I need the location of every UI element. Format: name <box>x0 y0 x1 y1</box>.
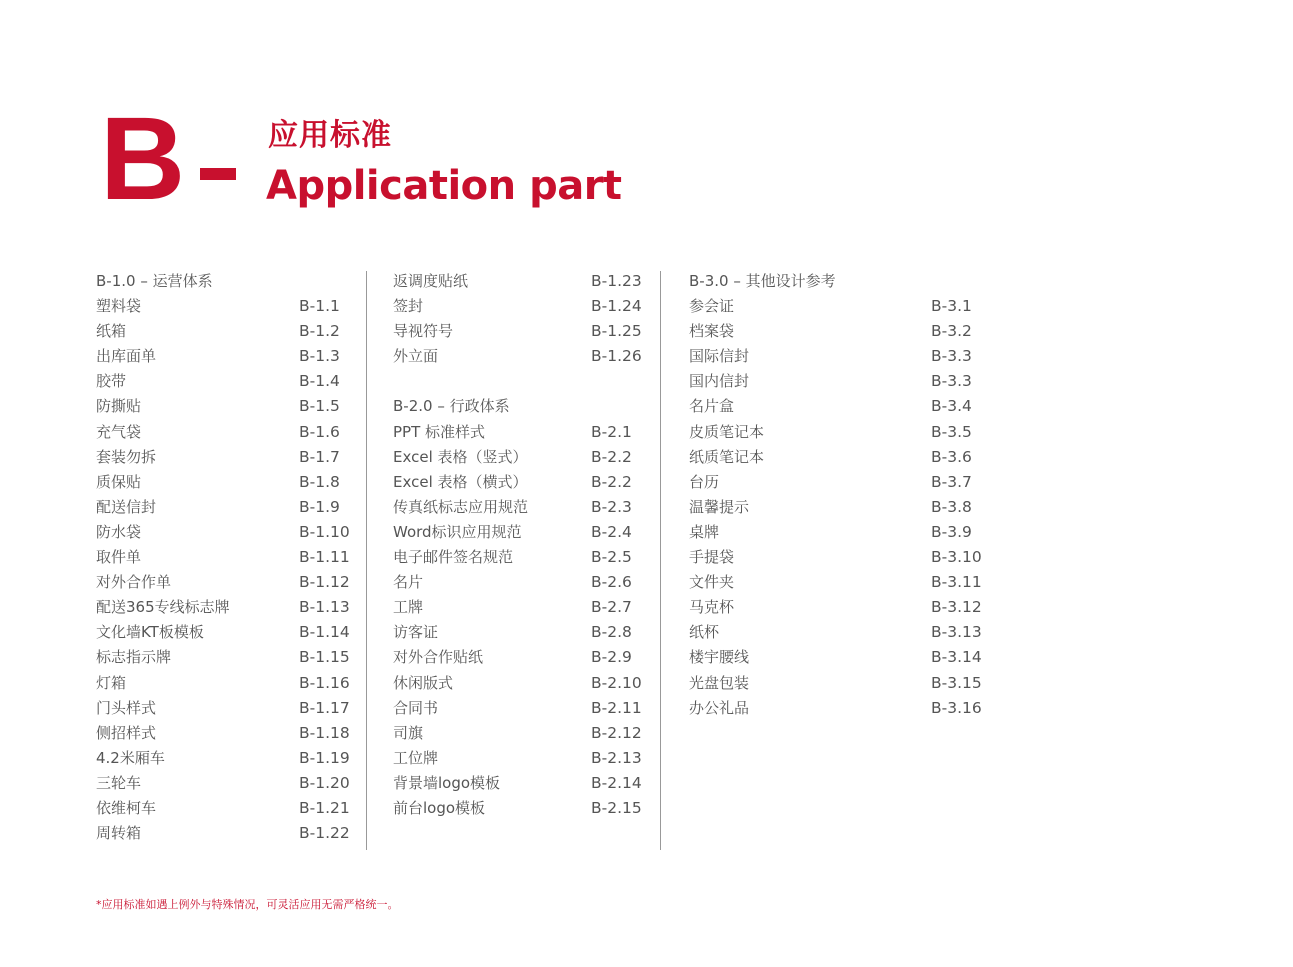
toc-row <box>96 420 356 445</box>
toc-row <box>393 470 653 495</box>
toc-item-code: B-2.14 <box>591 773 642 792</box>
toc-row <box>96 394 356 419</box>
toc-item-label: 4.2米厢车 <box>96 748 165 767</box>
toc-row <box>689 671 989 696</box>
toc-item-label: 对外合作单 <box>96 573 172 592</box>
toc-item-label: 皮质笔记本 <box>689 422 765 441</box>
toc-item-code: B-2.6 <box>591 573 632 592</box>
toc-row <box>689 696 989 721</box>
toc-item-label: 工位牌 <box>393 748 439 767</box>
toc-item-label: 导视符号 <box>393 322 454 341</box>
toc-item-label: Excel 表格（横式） <box>393 472 528 491</box>
toc-row <box>689 294 989 319</box>
toc-row <box>96 645 356 670</box>
toc-item-code: B-2.5 <box>591 548 632 567</box>
toc-item-label: 质保贴 <box>96 472 142 491</box>
toc-item-label: 名片盒 <box>689 397 735 416</box>
toc-item-code: B-3.5 <box>931 422 972 441</box>
toc-item-label: 台历 <box>689 472 720 491</box>
toc-item-label: 套装勿拆 <box>96 447 157 466</box>
toc-item-code: B-1.11 <box>299 548 350 567</box>
toc-item-code: B-2.9 <box>591 648 632 667</box>
toc-item-label: 国际信封 <box>689 347 750 366</box>
toc-item-label: 名片 <box>393 573 424 592</box>
toc-item-label: 胶带 <box>96 372 127 391</box>
toc-item-code: B-3.7 <box>931 472 972 491</box>
toc-item-code: B-3.8 <box>931 497 972 516</box>
toc-row <box>96 796 356 821</box>
toc-item-label: Word标识应用规范 <box>393 522 522 541</box>
toc-item-code: B-1.9 <box>299 497 340 516</box>
toc-item-label: 光盘包装 <box>689 673 750 692</box>
toc-row <box>393 570 653 595</box>
toc-item-label: 办公礼品 <box>689 698 750 717</box>
toc-item-code: B-1.6 <box>299 422 340 441</box>
toc-row <box>96 344 356 369</box>
toc-item-label: 取件单 <box>96 548 142 567</box>
toc-row <box>393 319 653 344</box>
toc-row <box>689 344 989 369</box>
section-letter: B <box>100 93 184 225</box>
toc-item-code: B-1.12 <box>299 573 350 592</box>
toc-item-code: B-1.10 <box>299 522 350 541</box>
toc-row <box>393 545 653 570</box>
toc-item-code: B-3.6 <box>931 447 972 466</box>
toc-item-label: 侧招样式 <box>96 723 157 742</box>
toc-row <box>96 470 356 495</box>
toc-row <box>96 620 356 645</box>
toc-item-code: B-3.3 <box>931 347 972 366</box>
toc-item-code: B-1.24 <box>591 297 642 316</box>
toc-item-code: B-1.26 <box>591 347 642 366</box>
toc-item-code: B-2.12 <box>591 723 642 742</box>
toc-item-label: 依维柯车 <box>96 798 157 817</box>
toc-item-label: 马克杯 <box>689 598 735 617</box>
toc-row <box>96 520 356 545</box>
toc-row <box>689 595 989 620</box>
toc-item-code: B-1.23 <box>591 272 642 290</box>
toc-row <box>689 445 989 470</box>
toc-item-code: B-1.16 <box>299 673 350 692</box>
toc-item-label: 灯箱 <box>96 673 127 692</box>
toc-item-code: B-1.17 <box>299 698 350 717</box>
toc-item-code: B-1.13 <box>299 598 350 617</box>
toc-row <box>96 319 356 344</box>
toc-item-code: B-3.3 <box>931 372 972 391</box>
toc-row <box>393 294 653 319</box>
toc-row <box>689 319 989 344</box>
toc-row <box>393 645 653 670</box>
toc-row <box>689 520 989 545</box>
toc-item-label: 返调度贴纸 <box>393 272 469 290</box>
toc-item-code: B-2.7 <box>591 598 632 617</box>
toc-item-label: B-3.0 – 其他设计参考 <box>689 272 836 290</box>
toc-item-code: B-2.3 <box>591 497 632 516</box>
toc-item-code: B-1.8 <box>299 472 340 491</box>
toc-item-code: B-1.5 <box>299 397 340 416</box>
toc-row <box>689 470 989 495</box>
toc-item-label: 三轮车 <box>96 773 142 792</box>
toc-item-label: 塑料袋 <box>96 297 142 316</box>
toc-item-label: 配送365专线标志牌 <box>96 598 230 617</box>
toc-row <box>393 746 653 771</box>
toc-item-label: 访客证 <box>393 623 439 642</box>
toc-row <box>393 796 653 821</box>
toc-item-code: B-3.13 <box>931 623 982 642</box>
toc-item-label: 参会证 <box>689 297 735 316</box>
toc-item-label: PPT 标准样式 <box>393 422 486 441</box>
toc-row <box>96 545 356 570</box>
toc-row <box>689 369 989 394</box>
toc-item-label: 门头样式 <box>96 698 157 717</box>
toc-item-label: 电子邮件签名规范 <box>393 548 514 567</box>
toc-row <box>393 495 653 520</box>
toc-item-label: B-2.0 – 行政体系 <box>393 397 510 416</box>
toc-item-code: B-3.9 <box>931 522 972 541</box>
toc-item-label: 标志指示牌 <box>96 648 172 667</box>
toc-item-label: 文化墙KT板模板 <box>96 623 204 642</box>
toc-item-label: 充气袋 <box>96 422 142 441</box>
toc-item-code: B-2.4 <box>591 522 632 541</box>
toc-item-code: B-1.7 <box>299 447 340 466</box>
toc-row <box>96 495 356 520</box>
column-divider-2 <box>660 271 661 850</box>
toc-row <box>393 696 653 721</box>
toc-item-code: B-3.12 <box>931 598 982 617</box>
toc-item-code: B-3.1 <box>931 297 972 316</box>
toc-item-code: B-1.3 <box>299 347 340 366</box>
toc-item-label: Excel 表格（竖式） <box>393 447 528 466</box>
toc-item-code: B-1.15 <box>299 648 350 667</box>
toc-item-code: B-3.14 <box>931 648 982 667</box>
toc-item-label: 工牌 <box>393 598 424 617</box>
toc-item-label: 防水袋 <box>96 522 142 541</box>
toc-row <box>393 269 653 294</box>
toc-column-2 <box>393 269 653 821</box>
toc-item-code: B-1.22 <box>299 824 350 843</box>
toc-item-label: B-1.0 – 运营体系 <box>96 272 213 290</box>
toc-item-code: B-1.18 <box>299 723 350 742</box>
toc-item-code: B-3.10 <box>931 548 982 567</box>
toc-row <box>96 570 356 595</box>
toc-item-code: B-2.13 <box>591 748 642 767</box>
toc-row <box>96 671 356 696</box>
toc-item-label: 周转箱 <box>96 824 142 843</box>
toc-row <box>96 771 356 796</box>
toc-item-code: B-1.2 <box>299 322 340 341</box>
toc-item-code: B-1.19 <box>299 748 350 767</box>
toc-item-label: 温馨提示 <box>689 497 750 516</box>
toc-item-code: B-2.2 <box>591 447 632 466</box>
toc-item-label: 配送信封 <box>96 497 157 516</box>
toc-item-code: B-1.21 <box>299 798 350 817</box>
toc-item-label: 纸杯 <box>689 623 720 642</box>
toc-item-label: 签封 <box>393 297 424 316</box>
toc-column-3 <box>689 269 989 721</box>
toc-row <box>689 545 989 570</box>
toc-row <box>393 445 653 470</box>
toc-item-label: 纸质笔记本 <box>689 447 765 466</box>
toc-item-code: B-2.15 <box>591 798 642 817</box>
toc-row <box>689 420 989 445</box>
toc-item-label: 前台logo模板 <box>393 798 486 817</box>
toc-row <box>393 520 653 545</box>
toc-item-label: 出库面单 <box>96 347 157 366</box>
toc-item-label: 防撕贴 <box>96 397 142 416</box>
toc-item-label: 传真纸标志应用规范 <box>393 497 529 516</box>
toc-row <box>689 620 989 645</box>
toc-item-code: B-1.25 <box>591 322 642 341</box>
footnote: *应用标准如遇上例外与特殊情况，可灵活应用无需严格统一。 <box>96 898 399 911</box>
toc-row <box>393 620 653 645</box>
toc-row <box>689 570 989 595</box>
toc-row <box>96 294 356 319</box>
page-title-en: Application part <box>266 163 622 209</box>
page-title-cn: 应用标准 <box>268 118 392 153</box>
toc-row <box>689 645 989 670</box>
toc-row <box>393 394 653 419</box>
toc-item-label: 档案袋 <box>689 322 735 341</box>
toc-item-label: 桌牌 <box>689 522 720 541</box>
column-divider-1 <box>366 271 367 850</box>
toc-row <box>393 344 653 369</box>
toc-item-code: B-3.2 <box>931 322 972 341</box>
toc-item-code: B-2.1 <box>591 422 632 441</box>
toc-item-label: 合同书 <box>393 698 439 717</box>
toc-row <box>393 369 653 394</box>
toc-item-label: 楼宇腰线 <box>689 648 750 667</box>
toc-item-code: B-2.2 <box>591 472 632 491</box>
toc-item-code: B-3.16 <box>931 698 982 717</box>
toc-row <box>96 696 356 721</box>
toc-item-label: 国内信封 <box>689 372 750 391</box>
toc-row <box>689 394 989 419</box>
title-dash <box>200 168 236 180</box>
toc-row <box>689 495 989 520</box>
toc-item-label: 手提袋 <box>689 548 735 567</box>
toc-item-code: B-2.10 <box>591 673 642 692</box>
toc-row <box>393 771 653 796</box>
toc-row <box>96 821 356 846</box>
toc-item-label: 司旗 <box>393 723 424 742</box>
toc-row <box>393 671 653 696</box>
toc-row <box>96 721 356 746</box>
toc-column-1 <box>96 269 356 846</box>
toc-item-code: B-2.8 <box>591 623 632 642</box>
toc-item-code: B-1.4 <box>299 372 340 391</box>
toc-row <box>96 369 356 394</box>
toc-item-code: B-3.4 <box>931 397 972 416</box>
toc-item-code: B-2.11 <box>591 698 642 717</box>
toc-item-label: 文件夹 <box>689 573 735 592</box>
toc-row <box>96 269 356 294</box>
toc-item-label: 休闲版式 <box>393 673 454 692</box>
toc-item-label: 对外合作贴纸 <box>393 648 484 667</box>
toc-row <box>96 595 356 620</box>
toc-row <box>393 595 653 620</box>
toc-row <box>689 269 989 294</box>
toc-item-label: 外立面 <box>393 347 439 366</box>
toc-row <box>96 445 356 470</box>
toc-row <box>393 420 653 445</box>
toc-item-code: B-1.1 <box>299 297 340 316</box>
toc-row <box>393 721 653 746</box>
toc-item-code: B-1.14 <box>299 623 350 642</box>
toc-row <box>96 746 356 771</box>
toc-item-code: B-3.15 <box>931 673 982 692</box>
toc-item-label: 背景墙logo模板 <box>393 773 501 792</box>
toc-item-code: B-3.11 <box>931 573 982 592</box>
toc-item-label: 纸箱 <box>96 322 127 341</box>
toc-item-code: B-1.20 <box>299 773 350 792</box>
